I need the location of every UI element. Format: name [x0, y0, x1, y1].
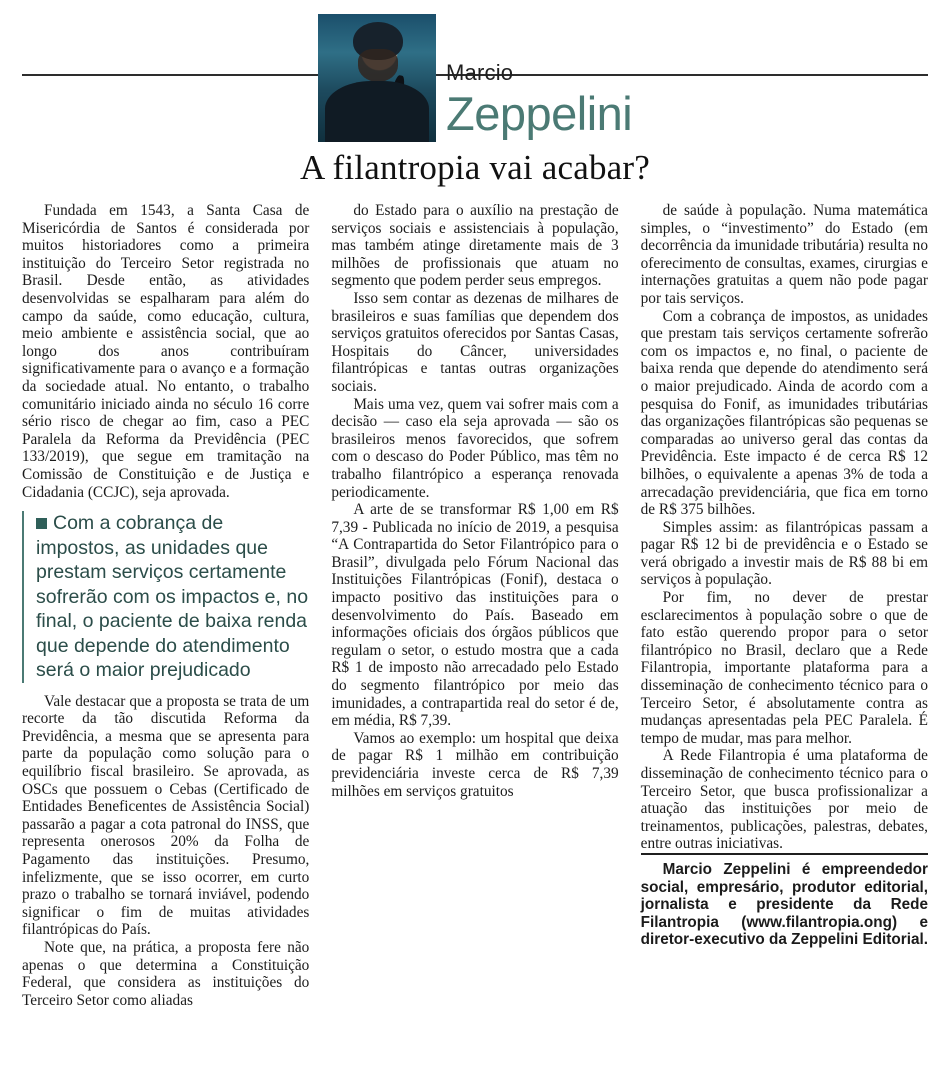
article-columns: [22, 202, 928, 1064]
paragraph: A arte de se transformar R$ 1,00 em R$ 7,39 - Publicada no início de 2019, a pesquisa “A Contrapartida do Setor Filantrópico para o Brasil”, divulgada pelo Fórum Nacional das Instituições Filantrópicas (Fonif), destaca o impacto positivo das instituições para o desenvolvimento do País. Baseado em informações oficiais dos órgãos públicos que regulam o setor, o estudo mostra que a cada R$ 1 de imposto não arrecadado pelo Estado do segmento filantrópico por meio das imunidades, a contrapartida real do setor é de, em média, R$ 7,39.: [331, 501, 619, 730]
author-first-name: Marcio: [446, 60, 514, 85]
author-bio: Marcio Zeppelini é empreendedor social, empresário, produtor editorial, jornalista e presidente da Rede Filantropia (www.filantropia.ong) e diretor-executivo da Zeppelini Editorial.: [641, 853, 928, 949]
pull-quote-text: Com a cobrança de impostos, as unidades que prestam serviços certamente sofrerão com os impactos e, no final, o paciente de baixa renda que depende do atendimento será o maior prejudicado: [36, 512, 309, 682]
portrait-body-shape: [325, 81, 429, 142]
page-title: A filantropia vai acabar?: [300, 148, 650, 187]
author-photo: [318, 14, 436, 142]
paragraph: Note que, na prática, a proposta fere não apenas o que determina a Constituição Federal, que considera as instituições do Terceiro Setor como aliadas: [22, 938, 310, 1009]
pull-quote: [22, 511, 309, 683]
paragraph: Por fim, no dever de prestar esclarecimentos à população sobre o que de fato estão querendo propor para o setor filantrópico no Brasil, declaro que a Rede Filantropia, importante plataforma para a disseminação de conhecimento técnico para o Terceiro Setor, é absolutamente contra as mudanças apresentadas pela PEC Paralela. É tempo de mudar, mas para melhor.: [640, 589, 928, 747]
paragraph: do Estado para o auxílio na prestação de serviços sociais e assistenciais à população, mas também atinge diretamente mais de 3 milhões de profissionais que atuam no segmento que podem perder seus empregos.: [331, 202, 619, 290]
paragraph: Vamos ao exemplo: um hospital que deixa de pagar R$ 1 milhão em contribuição previdenciária investe cerca de R$ 7,39 milhões em serviços gratuitos: [331, 729, 619, 800]
portrait-beard-shape: [358, 49, 398, 82]
paragraph: de saúde à população. Numa matemática simples, o “investimento” do Estado (em decorrência da imunidade tributária) resulta no oferecimento de consultas, exames, cirurgias e internações gratuitas a quem não pode pagar por tais serviços.: [640, 202, 928, 307]
paragraph: A Rede Filantropia é uma plataforma de disseminação de conhecimento técnico para o Terceiro Setor, que busca profissionalizar a atuação das instituições por meio de treinamentos, publicações, palestras, debates, entre outras iniciativas.: [640, 747, 928, 853]
square-bullet-icon: [36, 518, 47, 529]
masthead: [22, 14, 928, 142]
paragraph: Fundada em 1543, a Santa Casa de Misericórdia de Santos é considerada por muitos historiadores como a primeira instituição do Terceiro Setor registrada no Brasil. Desde então, as atividades desenvolvidas se espalharam para além do campo da saúde, como educação, cultura, meio ambiente e assistência social, que ao longo dos anos contribuíram significativamente para o avanço e a formação da sociedade atual. No entanto, o trabalho comunitário iniciado ainda no século 16 corre sério risco de chegar ao fim, caso a PEC Paralela da Reforma da Previdência (PEC 133/2019), que segue em tramitação na Comissão de Constituição e de Justiça e Cidadania (CCJC), seja aprovada.: [22, 202, 310, 501]
byline: [446, 60, 633, 140]
column-1: [22, 202, 309, 1064]
column-3: [641, 202, 928, 1064]
paragraph: Mais uma vez, quem vai sofrer mais com a decisão — caso ela seja aprovada — são os brasileiros menos favorecidos, que sofrem com o descaso do Poder Público, mas têm no trabalho filantrópico a esperança renovada periodicamente.: [331, 395, 619, 501]
paragraph: Vale destacar que a proposta se trata de um recorte da tão discutida Reforma da Previdência, a mesma que se apresenta para parte da população como solução para o equilíbrio fiscal brasileiro. Se aprovada, as OSCs que possuem o Cebas (Certificado de Entidades Beneficentes de Assistência Social) passarão a pagar a cota patronal do INSS, que representa onerosos 20% da Folha de Pagamento das instituições. Presumo, infelizmente, que se isso ocorrer, em curto prazo o trabalho se tornará inviável, podendo significar o fim de muitas atividades filantrópicas do País.: [22, 692, 310, 939]
author-photo-image: [318, 14, 436, 142]
paragraph: Com a cobrança de impostos, as unidades que prestam tais serviços certamente sofrerão com os impactos e, no final, o paciente de baixa renda que depende do atendimento será o maior prejudicado. Ainda de acordo com a pesquisa do Fonif, as imunidades tributárias das organizações filantrópicas são pequenas se comparadas ao universo geral das contas da Previdência. Este impacto é de cerca R$ 12 bilhões, o equivalente a apenas 3% de toda a arrecadação previdenciária, que fica em torno de R$ 375 bilhões.: [640, 307, 928, 519]
column-2: [331, 202, 618, 1064]
author-last-name: Zeppelini: [446, 87, 633, 140]
paragraph: Simples assim: as filantrópicas passam a pagar R$ 12 bi de previdência e o Estado se verá obrigado a investir mais de R$ 88 bi em serviços à população.: [640, 518, 928, 589]
paragraph: Isso sem contar as dezenas de milhares de brasileiros e suas famílias que dependem dos serviços gratuitos oferecidos por Santas Casas, Hospitais do Câncer, universidades filantrópicas e tantas outras organizações sociais.: [331, 289, 619, 395]
